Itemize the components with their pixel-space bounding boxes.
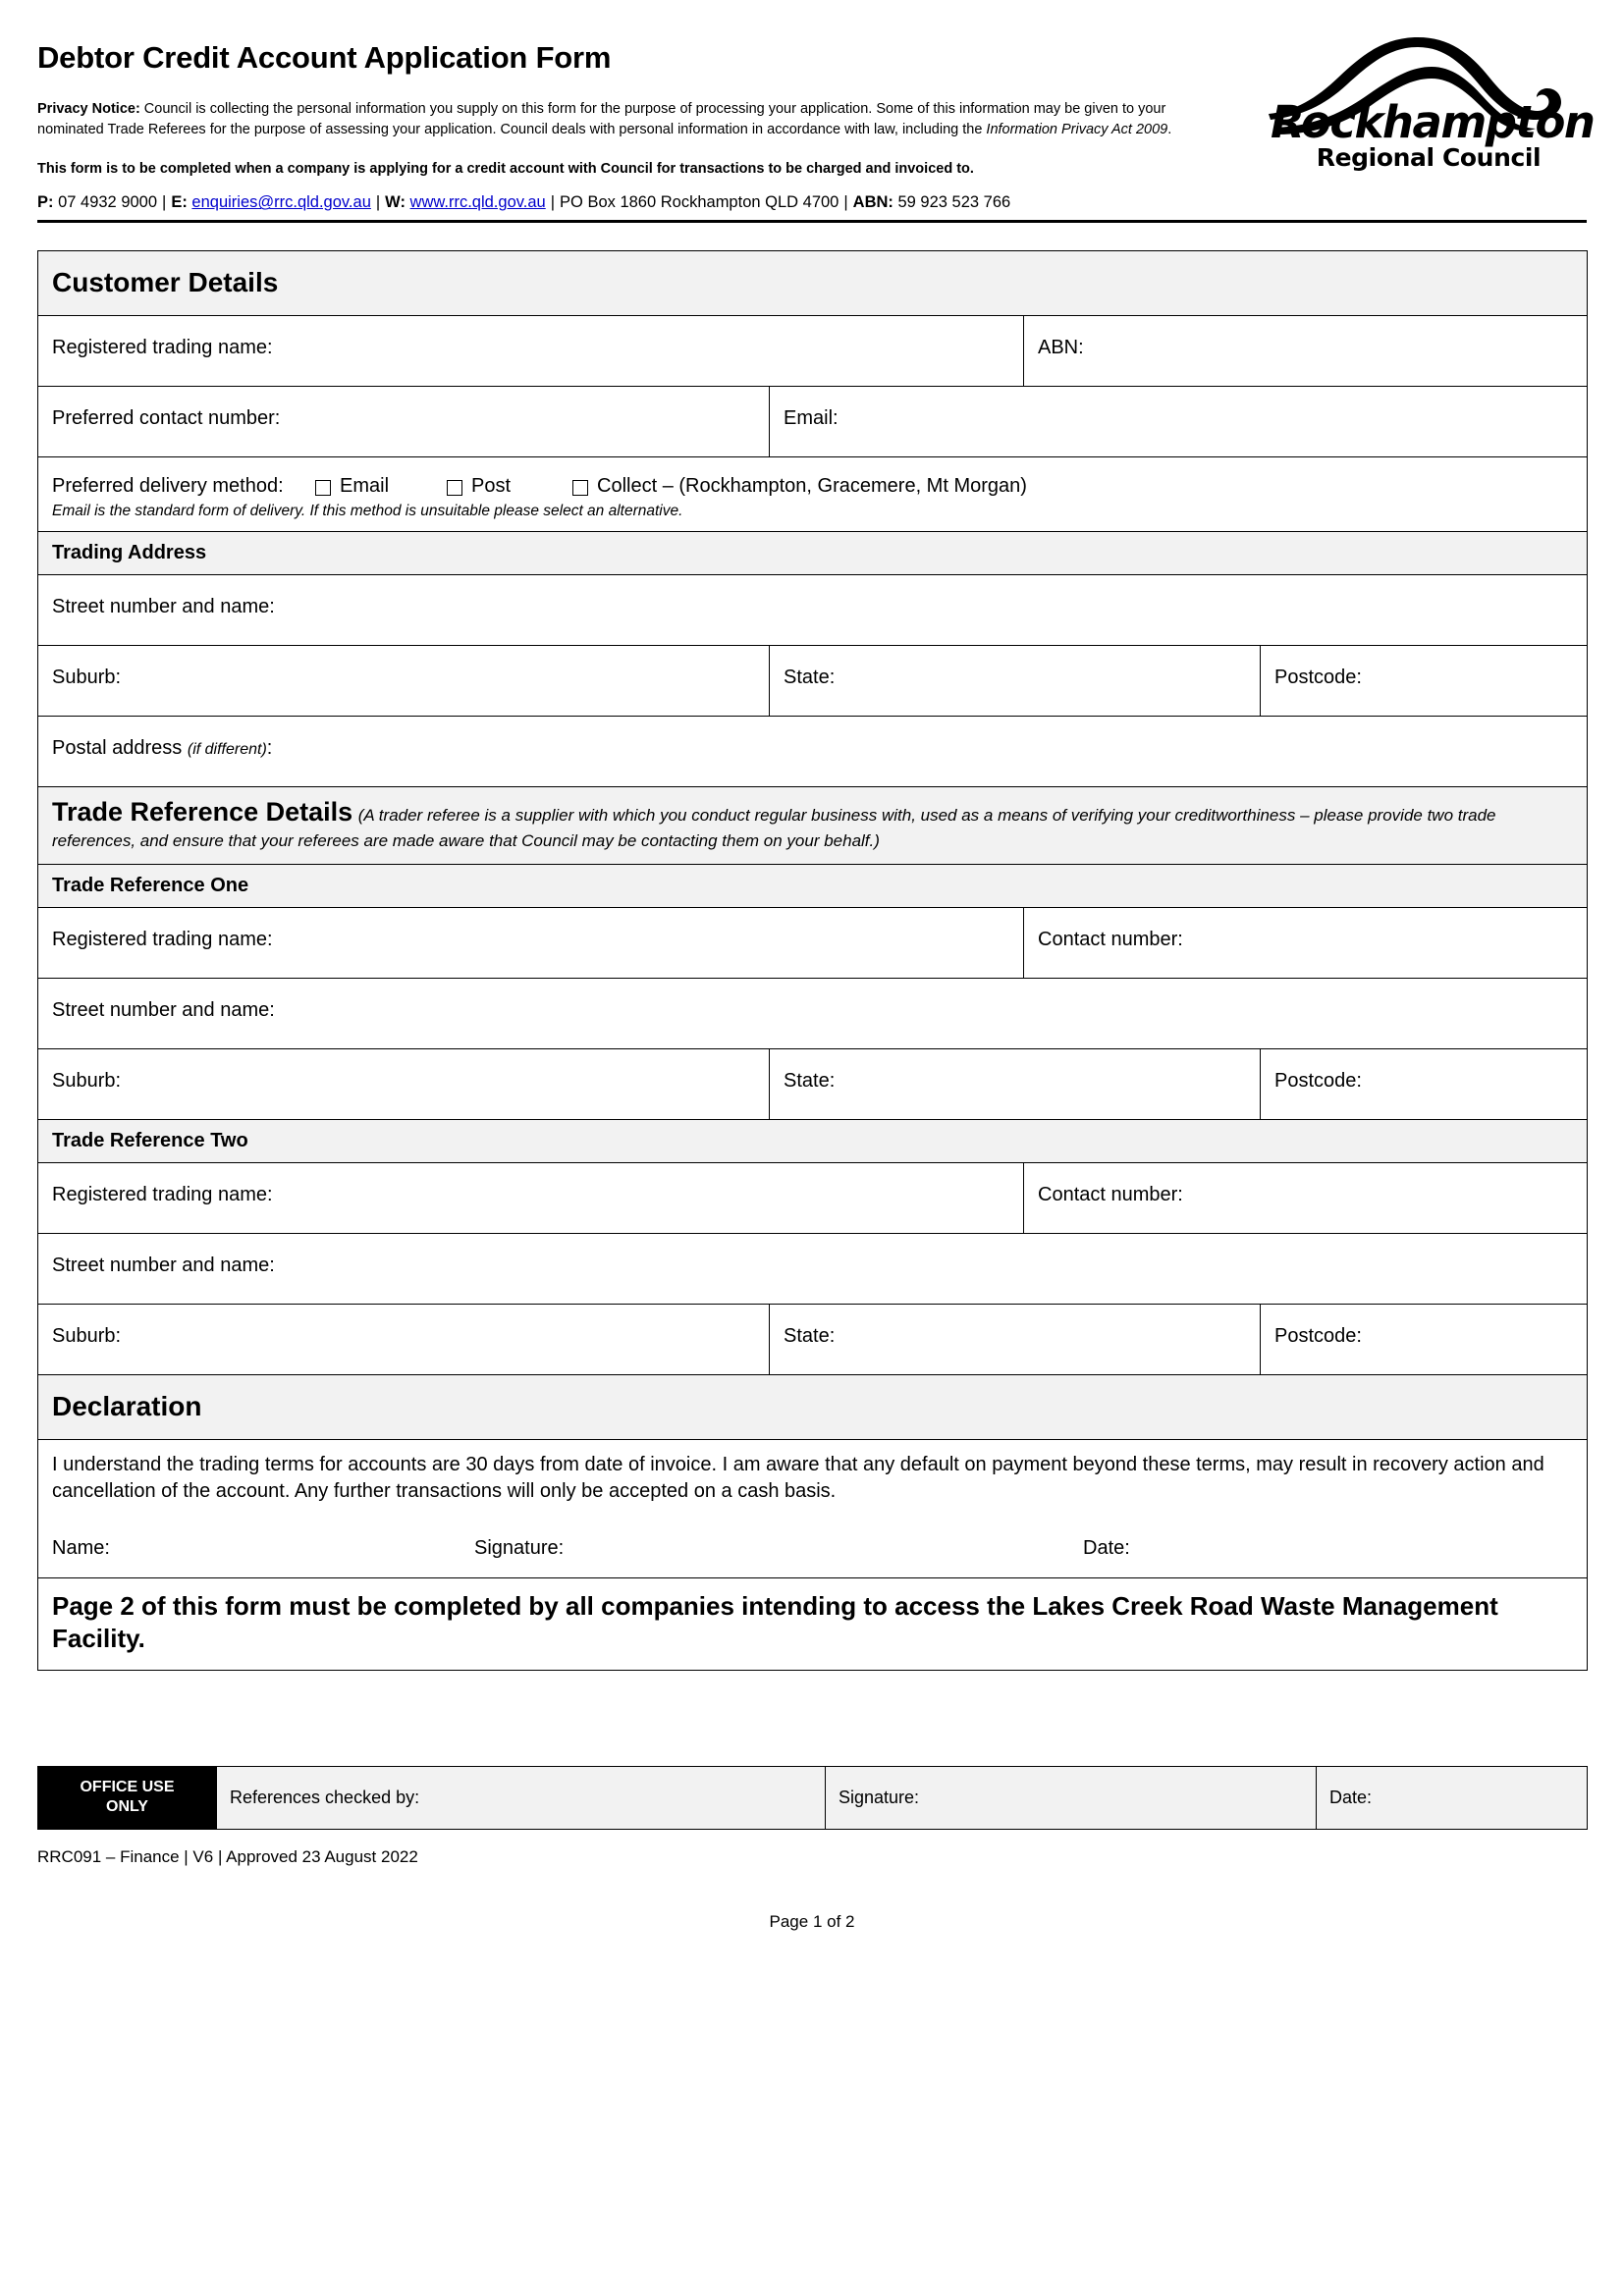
office-date-field[interactable]: [1317, 1766, 1588, 1829]
trade-ref-two-name-row: [38, 1163, 1588, 1234]
trade-ref-one-postcode-label: Postcode:: [1274, 1070, 1362, 1093]
declaration-body-text: I understand the trading terms for accounts are 30 days from date of invoice. I am aware that any default on payment beyond these terms, may result in recovery action and cancellation of the account. Any further transactions will only be accepted on a cash basis.: [52, 1454, 1544, 1502]
page2-notice-text: Page 2 of this form must be completed by all companies intending to access the Lakes Creek Road Waste Management Facility.: [52, 1591, 1498, 1654]
office-use-only-label-cell: [38, 1766, 217, 1829]
delivery-options-line: [52, 474, 1573, 499]
trading-suburb-field[interactable]: [38, 645, 770, 716]
trade-reference-two-heading: Trade Reference Two: [52, 1130, 248, 1152]
checkbox-icon-email[interactable]: [315, 480, 331, 496]
phone-number: 07 4932 9000: [58, 193, 158, 212]
trade-ref-one-postcode-field[interactable]: [1261, 1049, 1588, 1120]
privacy-notice: [37, 99, 1230, 139]
contact-line: [37, 193, 1587, 212]
postal-address-field[interactable]: [38, 716, 1588, 786]
trading-address-heading-row: [38, 531, 1588, 574]
trade-reference-details-heading: Trade Reference Details: [52, 796, 353, 827]
trading-state-field[interactable]: [770, 645, 1261, 716]
trading-address-heading: Trading Address: [52, 541, 207, 563]
contact-divider-1: |: [162, 193, 167, 212]
document-header: [37, 39, 1595, 250]
web-label: W:: [385, 193, 406, 212]
privacy-act-reference: Information Privacy Act 2009: [986, 121, 1168, 137]
delivery-method-note: Email is the standard form of delivery. If this method is unsuitable please select an alternative.: [52, 503, 683, 519]
checkbox-icon-collect[interactable]: [572, 480, 588, 496]
office-use-table: [37, 1766, 1588, 1830]
office-use-row: [38, 1766, 1588, 1829]
trade-ref-two-street-field[interactable]: [38, 1234, 1588, 1305]
abn-label-cell: ABN:: [1038, 337, 1084, 358]
trade-ref-one-state-label: State:: [784, 1070, 836, 1093]
rockhampton-regional-council-logo: [1263, 33, 1595, 190]
trade-reference-one-heading: Trade Reference One: [52, 875, 249, 897]
page2-notice-cell: [38, 1578, 1588, 1671]
declaration-body-cell: [38, 1440, 1588, 1578]
delivery-option-email-label: Email: [340, 475, 390, 497]
declaration-heading: Declaration: [52, 1391, 202, 1422]
postal-address-colon: :: [266, 736, 273, 759]
email-link[interactable]: enquiries@rrc.qld.gov.au: [191, 193, 371, 212]
preferred-delivery-method-label: Preferred delivery method:: [52, 475, 284, 497]
abn-field[interactable]: [1024, 316, 1588, 387]
trade-ref-two-suburb-row: [38, 1305, 1588, 1375]
trade-ref-two-trading-name-field[interactable]: [38, 1163, 1024, 1234]
registered-trading-name-field[interactable]: [38, 316, 1024, 387]
trade-ref-two-state-field[interactable]: [770, 1305, 1261, 1375]
trade-ref-one-name-row: [38, 908, 1588, 979]
trade-ref-one-suburb-field[interactable]: [38, 1049, 770, 1120]
trading-postcode-field[interactable]: [1261, 645, 1588, 716]
trade-ref-two-contact-number-label: Contact number:: [1038, 1184, 1183, 1206]
trading-street-field[interactable]: [38, 574, 1588, 645]
phone-label: P:: [37, 193, 54, 212]
trade-reference-one-heading-row: [38, 865, 1588, 908]
delivery-option-collect-label: Collect – (Rockhampton, Gracemere, Mt Morgan): [597, 475, 1027, 497]
trade-ref-one-trading-name-field[interactable]: [38, 908, 1024, 979]
office-signature-field[interactable]: [826, 1766, 1317, 1829]
references-checked-by-field[interactable]: [217, 1766, 826, 1829]
postal-address-label: Postal address: [52, 736, 183, 759]
privacy-notice-text: Council is collecting the personal information you supply on this form for the purpose of processing your application. Some of this information may be given to your nominated Trade Referees for the purpose of assessing your application. Council deals with personal information in accordance with law, including the: [37, 101, 1166, 137]
declaration-signature-label[interactable]: Signature:: [474, 1537, 565, 1560]
abn-number: 59 923 523 766: [897, 193, 1011, 212]
email-label-cell: Email:: [784, 407, 839, 429]
logo-subtitle: Regional Council: [1316, 143, 1542, 172]
trade-ref-one-state-field[interactable]: [770, 1049, 1261, 1120]
header-divider: [37, 220, 1587, 223]
trade-ref-one-suburb-label: Suburb:: [52, 1070, 122, 1093]
trade-ref-two-suburb-field[interactable]: [38, 1305, 770, 1375]
preferred-delivery-method-row: [38, 457, 1588, 532]
preferred-contact-number-field[interactable]: [38, 387, 770, 457]
trade-ref-one-suburb-row: [38, 1049, 1588, 1120]
trade-ref-one-trading-name-label: Registered trading name:: [52, 929, 273, 951]
trading-postcode-label: Postcode:: [1274, 666, 1362, 688]
trade-ref-two-suburb-label: Suburb:: [52, 1325, 122, 1348]
logo-wordmark: Rockhampton: [1271, 96, 1595, 148]
trade-ref-two-trading-name-label: Registered trading name:: [52, 1184, 273, 1206]
delivery-option-post[interactable]: [447, 474, 572, 499]
customer-details-heading-row: [38, 251, 1588, 316]
trade-reference-details-description: (A trader referee is a supplier with which you conduct regular business with, used as a means of verifying your creditworthiness – please provide two trade references, and ensure that your referees are made aware that Council may be contacting them on your behalf.): [52, 805, 1496, 851]
page-title: Debtor Credit Account Application Form: [37, 40, 612, 75]
office-signature-label: Signature:: [839, 1787, 920, 1807]
declaration-name-label[interactable]: Name:: [52, 1537, 110, 1560]
delivery-option-post-label: Post: [471, 475, 512, 497]
delivery-option-email[interactable]: [315, 474, 447, 499]
preferred-contact-row: [38, 387, 1588, 457]
trading-suburb-label: Suburb:: [52, 666, 122, 688]
registered-trading-name-row: [38, 316, 1588, 387]
preferred-contact-number-label: Preferred contact number:: [52, 407, 281, 429]
contact-divider-4: |: [843, 193, 848, 212]
declaration-signature-line: [38, 1504, 1587, 1577]
contact-divider-3: |: [550, 193, 556, 212]
trade-ref-two-street-row: [38, 1234, 1588, 1305]
references-checked-by-label: References checked by:: [230, 1787, 420, 1807]
delivery-option-collect[interactable]: [572, 474, 1027, 499]
contact-divider-2: |: [375, 193, 381, 212]
trade-reference-details-heading-row: [38, 786, 1588, 865]
office-date-label: Date:: [1329, 1787, 1373, 1807]
form-purpose-statement: This form is to be completed when a company is applying for a credit account with Council for transactions to be charged and invoiced to.: [37, 161, 974, 178]
declaration-heading-row: [38, 1375, 1588, 1440]
trade-ref-one-street-row: [38, 979, 1588, 1049]
trade-ref-two-contact-number-field[interactable]: [1024, 1163, 1588, 1234]
website-link[interactable]: www.rrc.qld.gov.au: [409, 193, 546, 212]
trade-ref-one-contact-number-label: Contact number:: [1038, 929, 1183, 951]
postal-address-row: [38, 716, 1588, 786]
abn-label: ABN:: [852, 193, 893, 212]
trading-state-label: State:: [784, 666, 836, 688]
trade-ref-two-postcode-field[interactable]: [1261, 1305, 1588, 1375]
trading-street-row: [38, 574, 1588, 645]
trading-street-label: Street number and name:: [52, 595, 275, 617]
email-label: E:: [171, 193, 188, 212]
po-box-address: PO Box 1860 Rockhampton QLD 4700: [560, 193, 839, 212]
page2-notice-row: [38, 1578, 1588, 1671]
trade-ref-one-street-label: Street number and name:: [52, 999, 275, 1022]
trade-ref-two-postcode-label: Postcode:: [1274, 1325, 1362, 1348]
customer-details-heading: Customer Details: [52, 267, 279, 297]
trading-suburb-row: [38, 645, 1588, 716]
privacy-notice-text-end: .: [1167, 121, 1172, 137]
office-use-section: [37, 1766, 1587, 1932]
checkbox-icon-post[interactable]: [447, 480, 462, 496]
trade-ref-one-street-field[interactable]: [38, 979, 1588, 1049]
registered-trading-name-label: Registered trading name:: [52, 337, 273, 358]
email-field[interactable]: [770, 387, 1588, 457]
trade-ref-two-street-label: Street number and name:: [52, 1255, 275, 1277]
privacy-notice-label: Privacy Notice:: [37, 101, 140, 118]
application-form-table: [37, 250, 1588, 1671]
office-use-only-line2: ONLY: [106, 1798, 148, 1816]
trade-ref-one-contact-number-field[interactable]: [1024, 908, 1588, 979]
trade-ref-two-state-label: State:: [784, 1325, 836, 1348]
document-code: RRC091 – Finance | V6 | Approved 23 August 2022: [37, 1846, 418, 1866]
page-number: Page 1 of 2: [769, 1911, 855, 1931]
declaration-body-row: [38, 1440, 1588, 1578]
trade-reference-two-heading-row: [38, 1120, 1588, 1163]
postal-address-note: (if different): [187, 740, 267, 758]
declaration-date-label[interactable]: Date:: [1083, 1537, 1130, 1560]
office-use-only-line1: OFFICE USE: [80, 1779, 175, 1796]
preferred-delivery-method-cell: [38, 457, 1588, 532]
